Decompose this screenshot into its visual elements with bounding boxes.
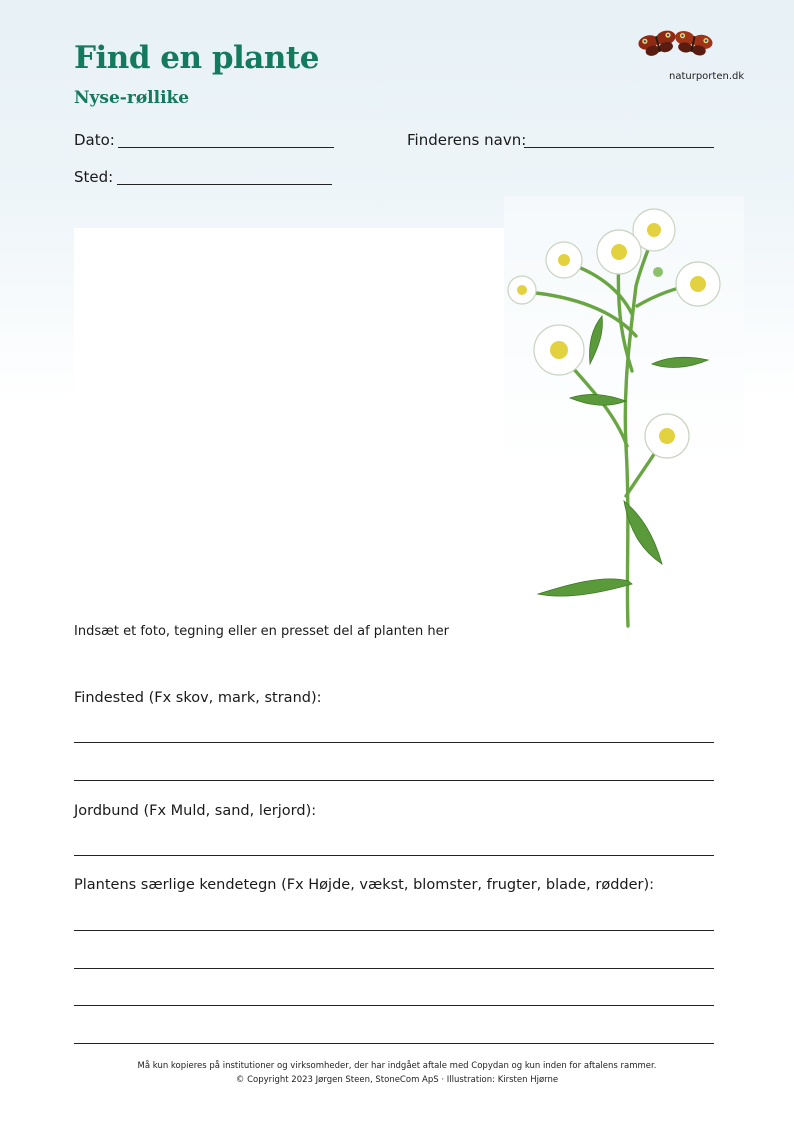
answer-line[interactable] xyxy=(74,855,714,856)
footer-license: Må kun kopieres på institutioner og virksomheder, der har indgået aftale med Copydan og kun inden for aftalens rammer. xyxy=(137,1061,657,1071)
answer-line[interactable] xyxy=(74,968,714,969)
photo-area[interactable] xyxy=(74,228,506,620)
question-label: Findested (Fx skov, mark, strand): xyxy=(74,690,322,706)
butterfly-icon xyxy=(636,26,716,62)
place-field[interactable] xyxy=(117,184,332,185)
answer-line[interactable] xyxy=(74,1005,714,1006)
finder-name-field[interactable] xyxy=(524,147,714,148)
answer-line[interactable] xyxy=(74,930,714,931)
finder-name-label: Finderens navn: xyxy=(407,131,527,149)
site-name: naturporten.dk xyxy=(669,71,745,82)
answer-line[interactable] xyxy=(74,742,714,743)
answer-line[interactable] xyxy=(74,780,714,781)
question-label: Plantens særlige kendetegn (Fx Højde, vækst, blomster, frugter, blade, rødder): xyxy=(74,877,655,893)
place-label: Sted: xyxy=(74,168,114,186)
page-title: Find en plante xyxy=(74,40,319,76)
date-field[interactable] xyxy=(118,147,334,148)
photo-caption: Indsæt et foto, tegning eller en presset del af planten her xyxy=(74,624,449,639)
date-label: Dato: xyxy=(74,131,115,149)
answer-line[interactable] xyxy=(74,1043,714,1044)
yarrow-plant-illustration xyxy=(504,196,744,642)
question-label: Jordbund (Fx Muld, sand, lerjord): xyxy=(74,803,317,819)
plant-name: Nyse-røllike xyxy=(74,88,190,108)
footer-copyright: © Copyright 2023 Jørgen Steen, StoneCom ApS · Illustration: Kirsten Hjørne xyxy=(235,1075,559,1085)
